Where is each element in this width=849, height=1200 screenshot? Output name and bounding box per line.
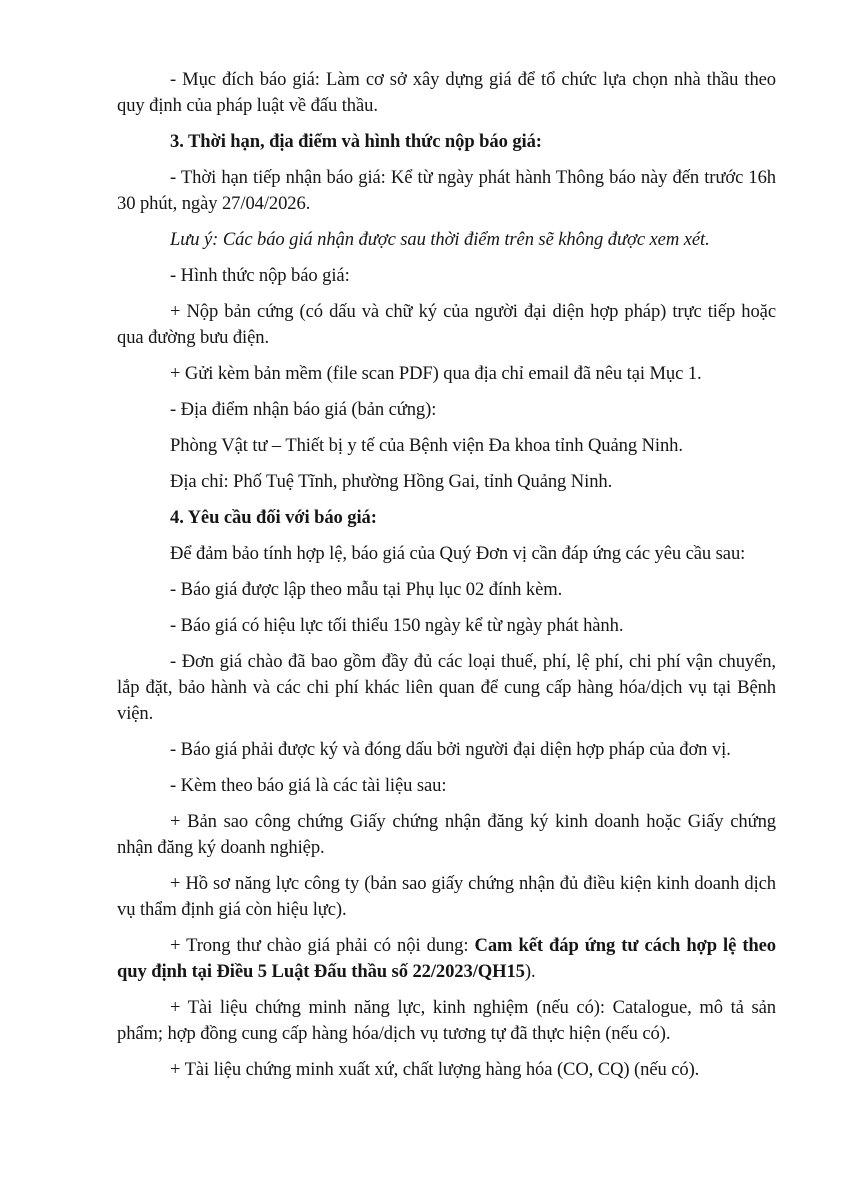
commitment-prefix: + Trong thư chào giá phải có nội dung: [170, 935, 475, 956]
commitment-suffix: ). [524, 961, 536, 982]
soft-copy-paragraph: + Gửi kèm bản mềm (file scan PDF) qua địa chỉ email đã nêu tại Mục 1. [170, 363, 702, 384]
hard-copy-paragraph: + Nộp bản cứng (có dấu và chữ ký của người đại diện hợp pháp) trực tiếp hoặc qua đường bưu điện. [117, 301, 776, 348]
address-paragraph: Địa chỉ: Phố Tuệ Tĩnh, phường Hồng Gai, tỉnh Quảng Ninh. [170, 471, 613, 492]
purpose-paragraph: - Mục đích báo giá: Làm cơ sở xây dựng giá để tổ chức lựa chọn nhà thầu theo quy định của pháp luật về đấu thầu. [117, 69, 776, 116]
section-3-heading: 3. Thời hạn, địa điểm và hình thức nộp báo giá: [170, 131, 542, 152]
business-registration-paragraph: + Bản sao công chứng Giấy chứng nhận đăng ký kinh doanh hoặc Giấy chứng nhận đăng ký doanh nghiệp. [117, 811, 776, 858]
commitment-paragraph [117, 933, 776, 985]
document-page [117, 67, 776, 1093]
unit-price-paragraph: - Đơn giá chào đã bao gồm đầy đủ các loại thuế, phí, lệ phí, chi phí vận chuyển, lắp đặt, bảo hành và các chi phí khác liên quan để cung cấp hàng hóa/dịch vụ tại Bệnh viện. [117, 651, 776, 724]
department-paragraph: Phòng Vật tư – Thiết bị y tế của Bệnh viện Đa khoa tỉnh Quảng Ninh. [170, 435, 683, 456]
deadline-paragraph: - Thời hạn tiếp nhận báo giá: Kể từ ngày phát hành Thông báo này đến trước 16h 30 phút, ngày 27/04/2026. [117, 167, 776, 214]
signature-paragraph: - Báo giá phải được ký và đóng dấu bởi người đại diện hợp pháp của đơn vị. [170, 739, 731, 760]
company-profile-paragraph: + Hồ sơ năng lực công ty (bản sao giấy chứng nhận đủ điều kiện kinh doanh dịch vụ thẩm định giá còn hiệu lực). [117, 873, 776, 920]
commitment-bold-text: Cam kết đáp ứng tư cách hợp lệ theo quy định tại Điều 5 Luật Đấu thầu số 22/2023/QH15 [117, 935, 777, 982]
submission-form-paragraph: - Hình thức nộp báo giá: [170, 265, 350, 286]
attachments-paragraph: - Kèm theo báo giá là các tài liệu sau: [170, 775, 447, 796]
note-paragraph: Lưu ý: Các báo giá nhận được sau thời điểm trên sẽ không được xem xét. [170, 229, 710, 250]
origin-quality-paragraph: + Tài liệu chứng minh xuất xứ, chất lượng hàng hóa (CO, CQ) (nếu có). [170, 1059, 700, 1080]
section-4-heading: 4. Yêu cầu đối với báo giá: [170, 507, 377, 528]
validity-paragraph: - Báo giá có hiệu lực tối thiểu 150 ngày kể từ ngày phát hành. [170, 615, 624, 636]
experience-paragraph: + Tài liệu chứng minh năng lực, kinh nghiệm (nếu có): Catalogue, mô tả sản phẩm; hợp đồng cung cấp hàng hóa/dịch vụ tương tự đã thực hiện (nếu có). [117, 997, 776, 1044]
requirements-intro-paragraph: Để đảm bảo tính hợp lệ, báo giá của Quý Đơn vị cần đáp ứng các yêu cầu sau: [170, 543, 746, 564]
template-paragraph: - Báo giá được lập theo mẫu tại Phụ lục 02 đính kèm. [170, 579, 563, 600]
location-paragraph: - Địa điểm nhận báo giá (bản cứng): [170, 399, 437, 420]
